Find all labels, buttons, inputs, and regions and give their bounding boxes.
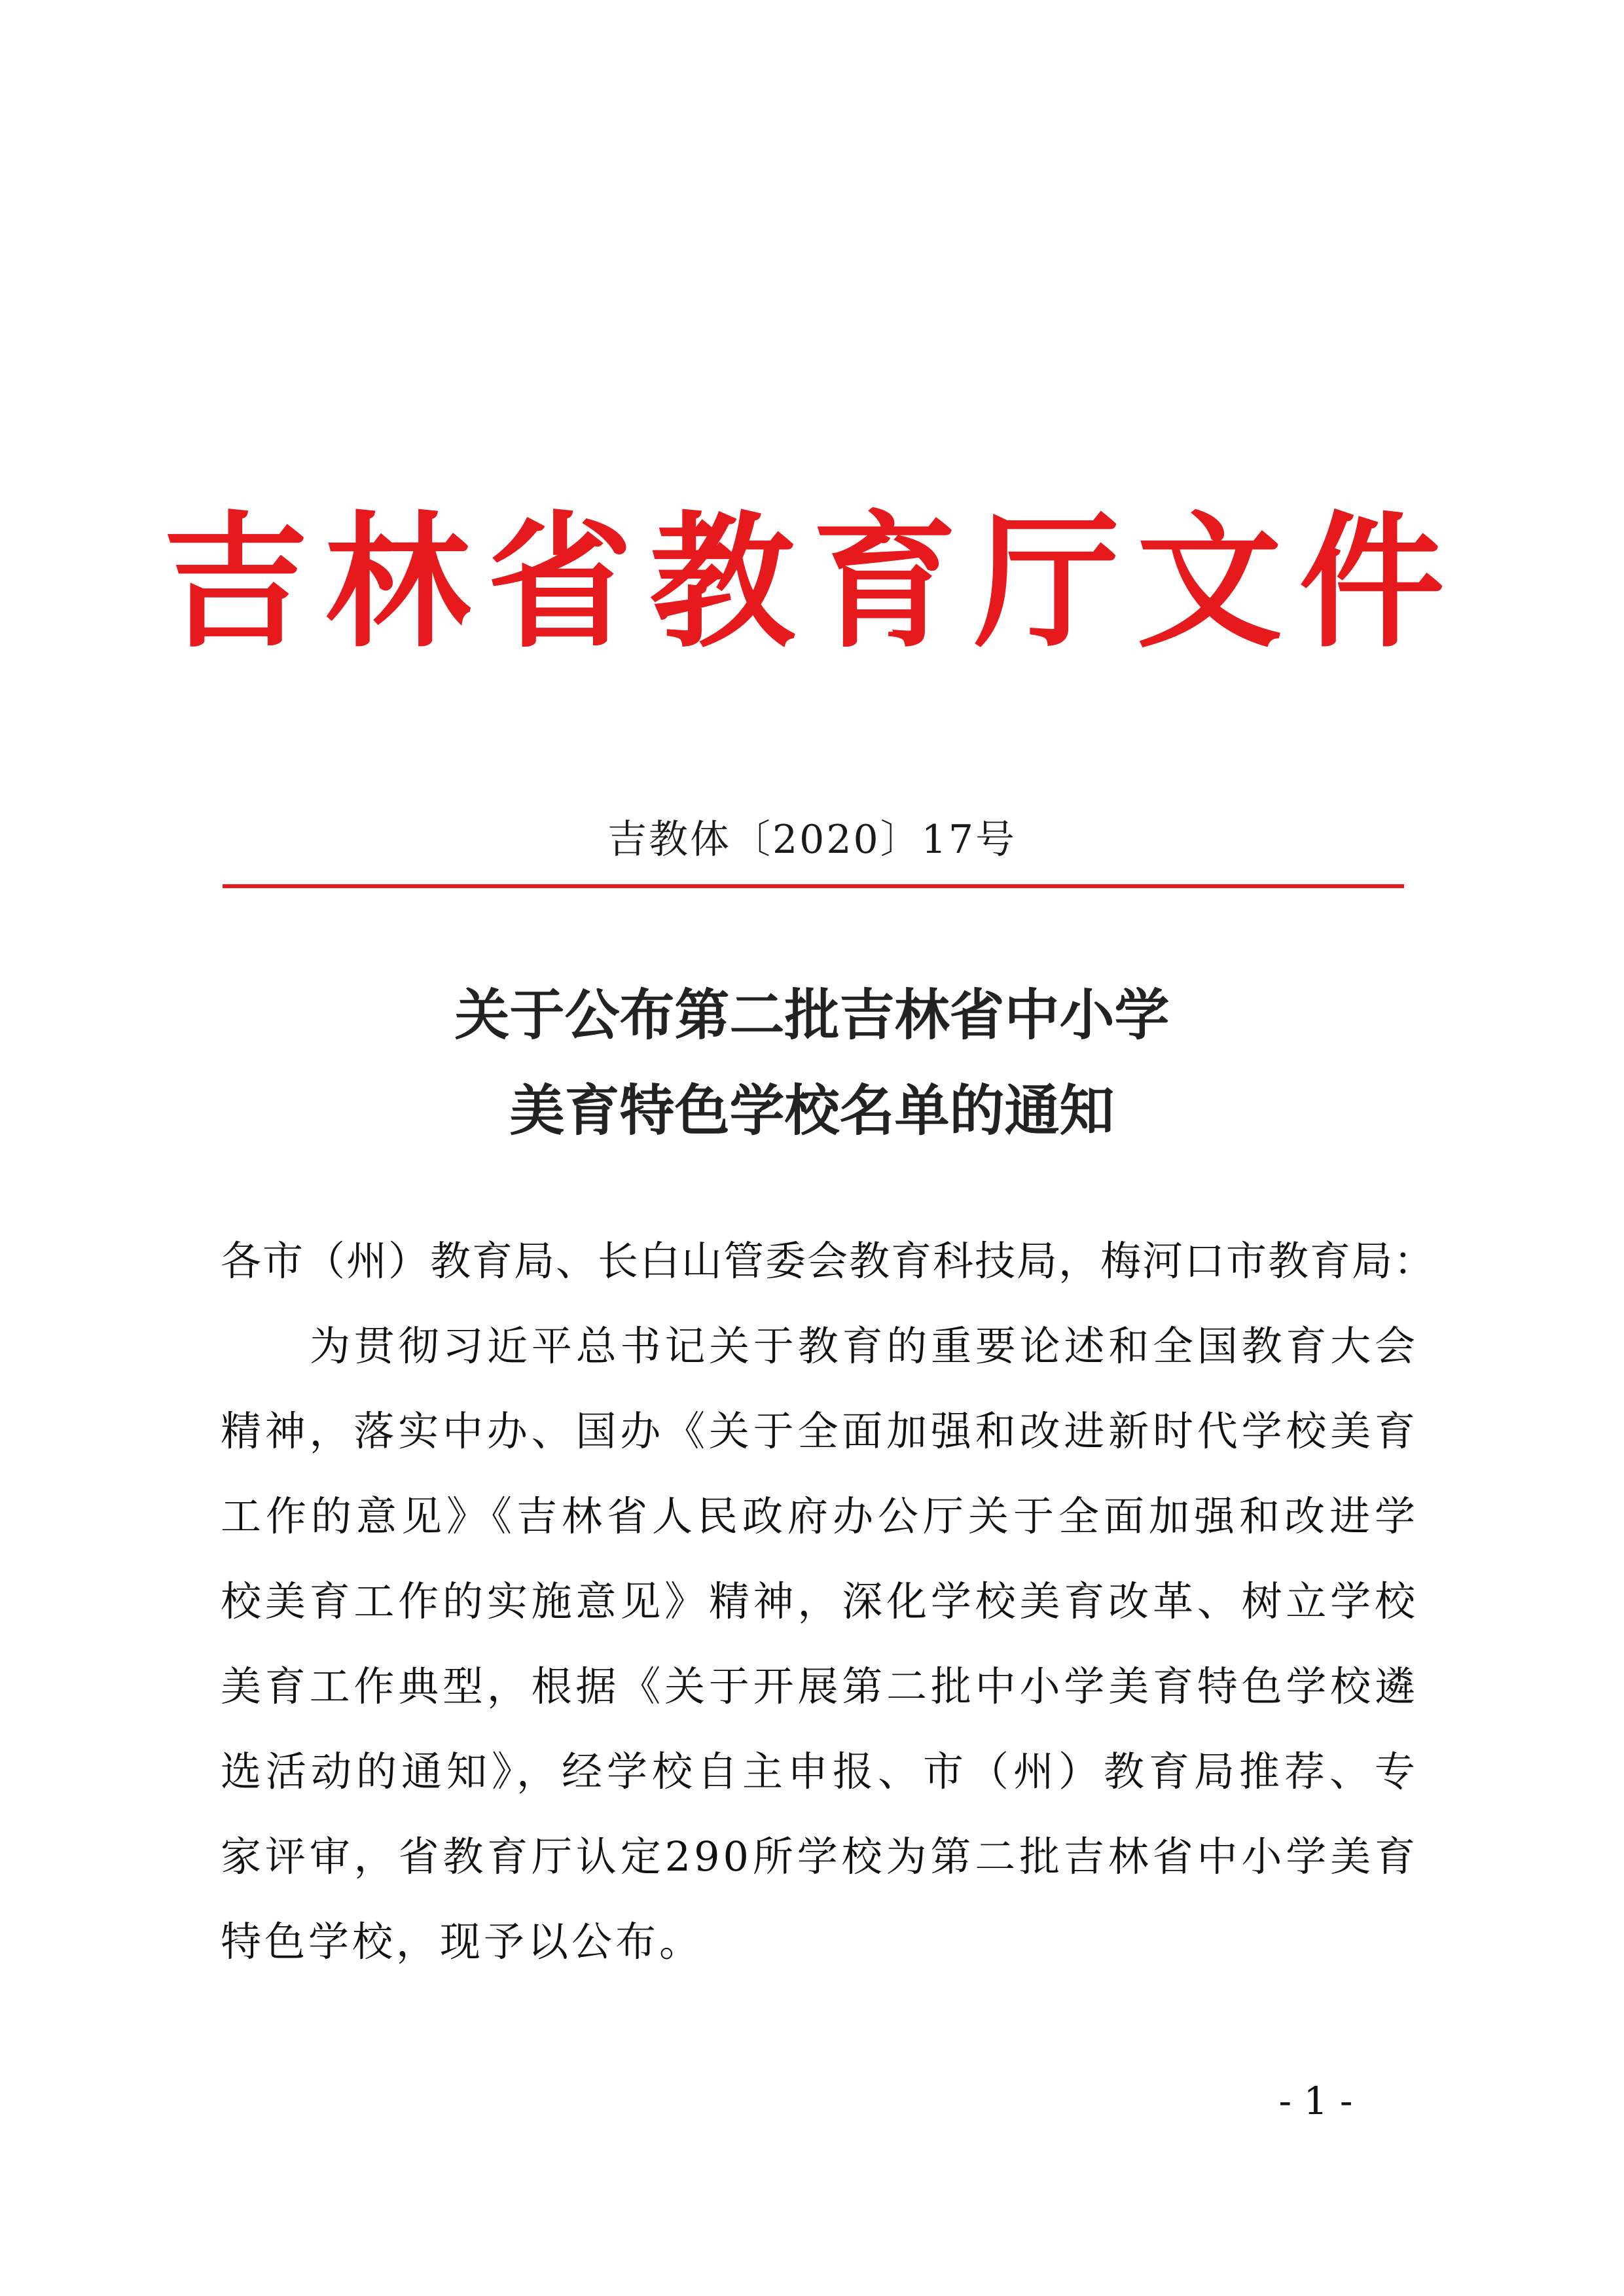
salutation: 各市（州）教育局、长白山管委会教育科技局，梅河口市教育局： — [221, 1237, 1436, 1285]
page-number: - 1 - — [1278, 2079, 1353, 2123]
document-body — [221, 1219, 1436, 1984]
document-title-line-1: 关于公布第二批吉林省中小学 — [454, 982, 1170, 1047]
document-number: 吉教体〔2020〕17号 — [607, 817, 1017, 863]
red-divider-line — [223, 884, 1404, 888]
masthead-title: 吉林省教育厅文件 — [162, 497, 1462, 668]
document-title — [0, 967, 1624, 1158]
document-title-line-2: 美育特色学校名单的通知 — [509, 1078, 1115, 1143]
body-paragraph: 为贯彻习近平总书记关于教育的重要论述和全国教育大会精神，落实中办、国办《关于全面加强和改进新时代学校美育工作的意见》《吉林省人民政府办公厅关于全面加强和改进学校美育工作的实施意见》精神，深化学校美育改革、树立学校美育工作典型，根据《关于开展第二批中小学美育特色学校遴选活动的通知》，经学校自主申报、市（州）教育局推荐、专家评审，省教育厅认定290所学校为第二批吉林省中小学美育特色学校，现予以公布。 — [221, 1322, 1418, 1965]
